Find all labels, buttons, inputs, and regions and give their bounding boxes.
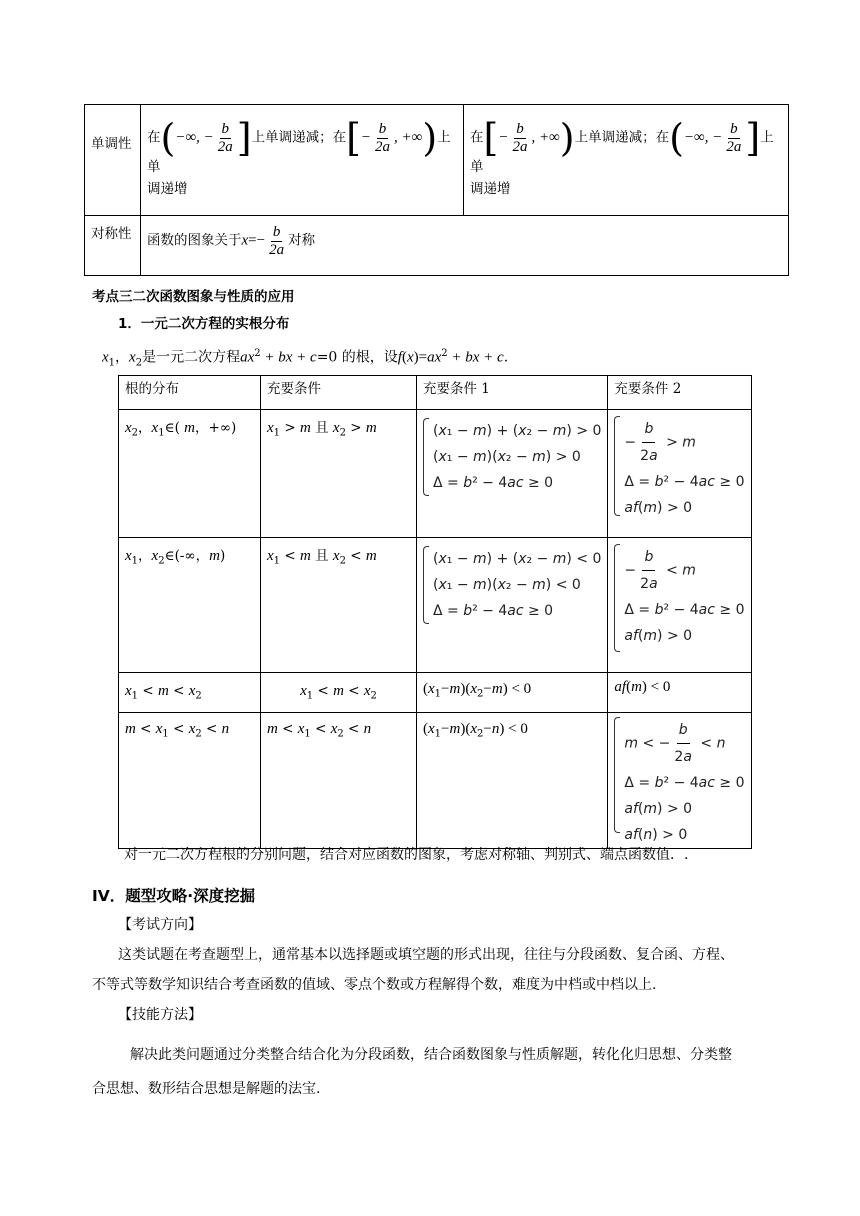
property-table [84, 104, 789, 276]
section-3-intro: $x_1$，$x_2$是一元二次方程$ax^2$ + bx + c=0 的根，设$f(x)=ax^2$ + bx + c. [102, 348, 509, 369]
symmetry-axis: 函数的图象关于x=− $\frac{b}{2a}$ 对称 [141, 216, 789, 276]
table-row-1-condition-2: − $\frac{b}{2a}$ > m Δ = b² − 4ac ≥ 0 af(m) > 0 [608, 409, 752, 537]
header-condition-1: 充要条件 1 [417, 376, 608, 410]
header-root-distribution: 根的分布 [119, 376, 261, 410]
exam-direction-text-2: 不等式等数学知识结合考查函数的值域、零点个数或方程解得个数，难度为中档或中档以上. [92, 977, 657, 993]
monotonic-case-negative: 在[− $\frac{b}{2a}$ , +∞)上单调递减；在(−∞, − $\frac{b}{2a}$ ]上单 调递增 [464, 105, 789, 216]
section-4-title: IV．题型攻略·深度挖掘 [92, 887, 256, 905]
header-condition-2: 充要条件 2 [608, 376, 752, 410]
table-row-3-condition: $x_1 < m < x_2$ [261, 672, 417, 713]
skill-method-text-2: 合思想、数形结合思想是解题的法宝. [92, 1081, 321, 1097]
section-3-subtitle: 1．一元二次方程的实根分布 [118, 316, 290, 332]
table-row-4-distribution: $m < x_1 < x_2 < n$ [119, 713, 261, 849]
table-row-3-condition-2: af(m) < 0 [608, 672, 752, 713]
table-row-1-condition: $x_1 > m$ 且 $x_2 > m$ [261, 409, 417, 537]
table-row-3-condition-1: $(x_1-m)(x_2-m) < 0$ [417, 672, 608, 713]
table-row-4-condition: $m < x_1 < x_2 < n$ [261, 713, 417, 849]
header-condition: 充要条件 [261, 376, 417, 410]
skill-method-text-1: 解决此类问题通过分类整合结合化为分段函数，结合函数图象与性质解题，转化化归思想、分类整 [130, 1047, 732, 1063]
table-row-1-condition-1: (x₁ − m) + (x₂ − m) > 0 (x₁ − m)(x₂ − m) > 0 Δ = b² − 4ac ≥ 0 [417, 409, 608, 537]
table-row-2-distribution: $x_1$，$x_2\in(-\infty$，m) [119, 537, 261, 672]
exam-direction-text-1: 这类试题在考查题型上，通常基本以选择题或填空题的形式出现，往往与分段函数、复合函、方程、 [118, 947, 734, 963]
section-3-title: 考点三二次函数图象与性质的应用 [92, 289, 295, 305]
monotonic-case-positive: 在(−∞, − $\frac{b}{2a}$ ]上单调递减；在[− $\frac{b}{2a}$ , +∞)上单 调递增 [141, 105, 464, 216]
exam-direction-label: 【考试方向】 [118, 917, 202, 933]
row-label-symmetry: 对称性 [85, 216, 141, 276]
table-row-2-condition-1: (x₁ − m) + (x₂ − m) < 0 (x₁ − m)(x₂ − m) < 0 Δ = b² − 4ac ≥ 0 [417, 537, 608, 672]
row-label-monotonic: 单调性 [85, 105, 141, 216]
table-row-3-distribution: $x_1 < m < x_2$ [119, 672, 261, 713]
table-row-4-condition-1: $(x_1-m)(x_2-n) < 0$ [417, 713, 608, 849]
table-row-2-condition: $x_1 < m$ 且 $x_2 < m$ [261, 537, 417, 672]
table-row-4-condition-2: m < − $\frac{b}{2a}$ < n Δ = b² − 4ac ≥ 0 af(m) > 0 af(n) > 0 [608, 713, 752, 849]
skill-method-label: 【技能方法】 [118, 1007, 202, 1023]
table-row-2-condition-2: − $\frac{b}{2a}$ < m Δ = b² − 4ac ≥ 0 af(m) > 0 [608, 537, 752, 672]
root-distribution-table [118, 375, 752, 849]
table-row-1-distribution: $x_2$，$x_1\in$( m，+∞) [119, 409, 261, 537]
note-text: 对一元二次方程根的分别问题，结合对应函数的图象，考虑对称轴、判别式、端点函数值．. [124, 847, 689, 863]
